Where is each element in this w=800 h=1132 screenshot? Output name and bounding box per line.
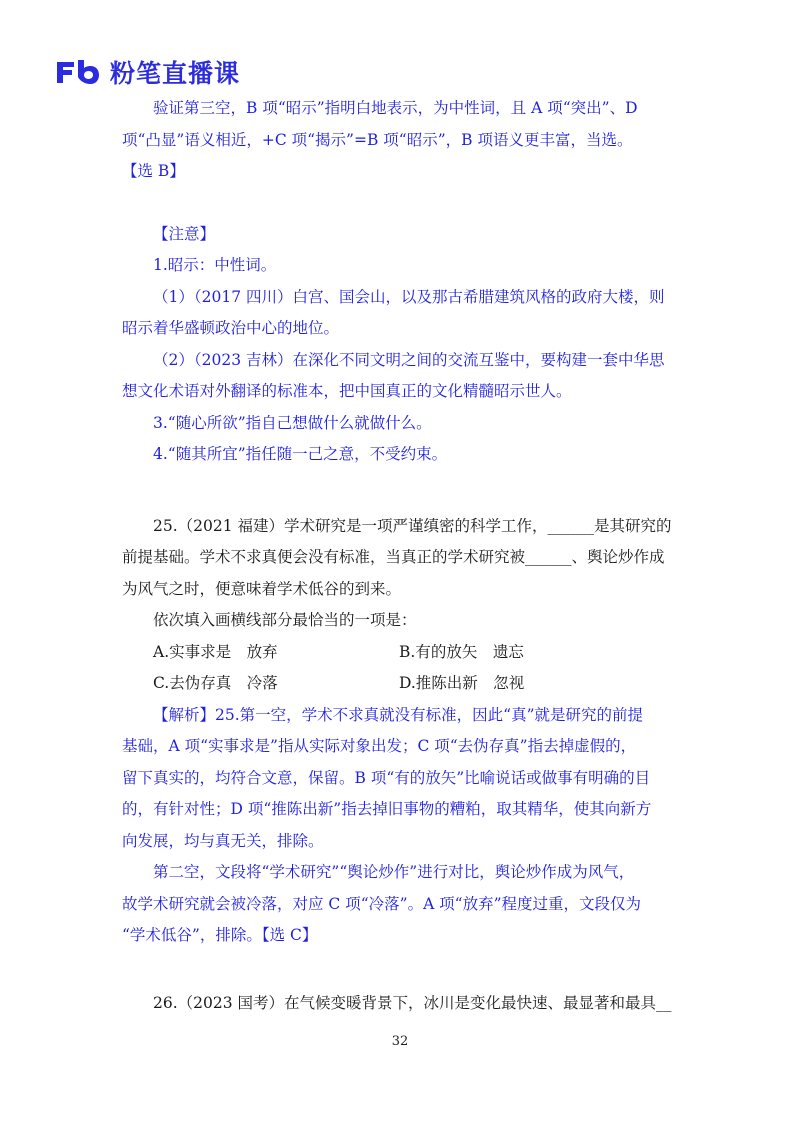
- analysis-line: 基础，A 项“实事求是”指从实际对象出发；C 项“去伪存真”指去掉虚假的，: [122, 737, 637, 755]
- question-stem: 为风气之时，便意味着学术低谷的到来。: [122, 579, 402, 598]
- analysis-line: 验证第三空，B 项“昭示”指明白地表示，为中性词，且 A 项“突出”、D: [153, 99, 638, 117]
- analysis-line: 项“凸显”语义相近，+C 项“揭示”=B 项“昭示”，B 项语义更丰富，当选。: [122, 130, 633, 149]
- option-a: A.实事求是 放弃: [153, 642, 278, 661]
- question-stem: 25.（2021 福建）学术研究是一项严谨缜密的科学工作，______是其研究的: [153, 516, 672, 535]
- note-example: 昭示着华盛顿政治中心的地位。: [122, 319, 340, 337]
- analysis-line: 留下真实的，均符合文意，保留。B 项“有的放矢”比喻说话或做事有明确的目: [122, 768, 651, 787]
- note-item: 4.“随其所宜”指任随一己之意，不受约束。: [153, 445, 448, 463]
- option-row: [122, 668, 682, 700]
- note-example: （2）（2023 吉林）在深化不同文明之间的交流互鉴中，要构建一套中华思: [153, 350, 665, 369]
- note-example: 想文化术语对外翻译的标准本，把中国真正的文化精髓昭示世人。: [122, 382, 572, 400]
- fb-logo-icon: [54, 58, 102, 86]
- note-example: （1）（2017 四川）白宫、国会山，以及那古希腊建筑风格的政府大楼，则: [153, 287, 665, 306]
- option-c: C.去伪存真 冷落: [153, 674, 278, 692]
- question-stem: 26.（2023 国考）在气候变暖背景下，冰川是变化最快速、最显著和最具__: [153, 993, 672, 1012]
- note-item: 3.“随心所欲”指自己想做什么就做什么。: [153, 413, 432, 432]
- analysis-line: 第二空，文段将“学术研究”“舆论炒作”进行对比，舆论炒作成为风气，: [153, 863, 635, 881]
- option-d: D.推陈出新 忽视: [399, 674, 525, 692]
- option-row: [122, 637, 682, 669]
- brand-logo: [54, 54, 240, 90]
- answer-label: 【选 B】: [122, 162, 185, 180]
- option-b: B.有的放矢 遗忘: [399, 642, 524, 661]
- analysis-line: 【解析】25.第一空，学术不求真就没有标准，因此“真”就是研究的前提: [153, 705, 644, 724]
- question-stem: 前提基础。学术不求真便会没有标准，当真正的学术研究被______、舆论炒作成: [122, 548, 665, 566]
- question-prompt: 依次填入画横线部分最恰当的一项是：: [153, 611, 417, 629]
- notes-heading: 【注意】: [153, 224, 216, 243]
- note-item: 1.昭示：中性词。: [153, 256, 277, 274]
- page-number: 32: [391, 1034, 409, 1049]
- analysis-line: 故学术研究就会被冷落，对应 C 项“冷落”。A 项“放弃”程度过重，文段仅为: [122, 894, 642, 913]
- page-content: [122, 93, 682, 1019]
- analysis-line: 向发展，均与真无关，排除。: [122, 831, 324, 850]
- analysis-line: 的，有针对性；D 项“推陈出新”指去掉旧事物的糟粕，取其精华，使其向新方: [122, 800, 652, 818]
- brand-name: 粉笔直播课: [110, 59, 241, 88]
- analysis-line: “学术低谷”，排除。【选 C】: [122, 926, 318, 944]
